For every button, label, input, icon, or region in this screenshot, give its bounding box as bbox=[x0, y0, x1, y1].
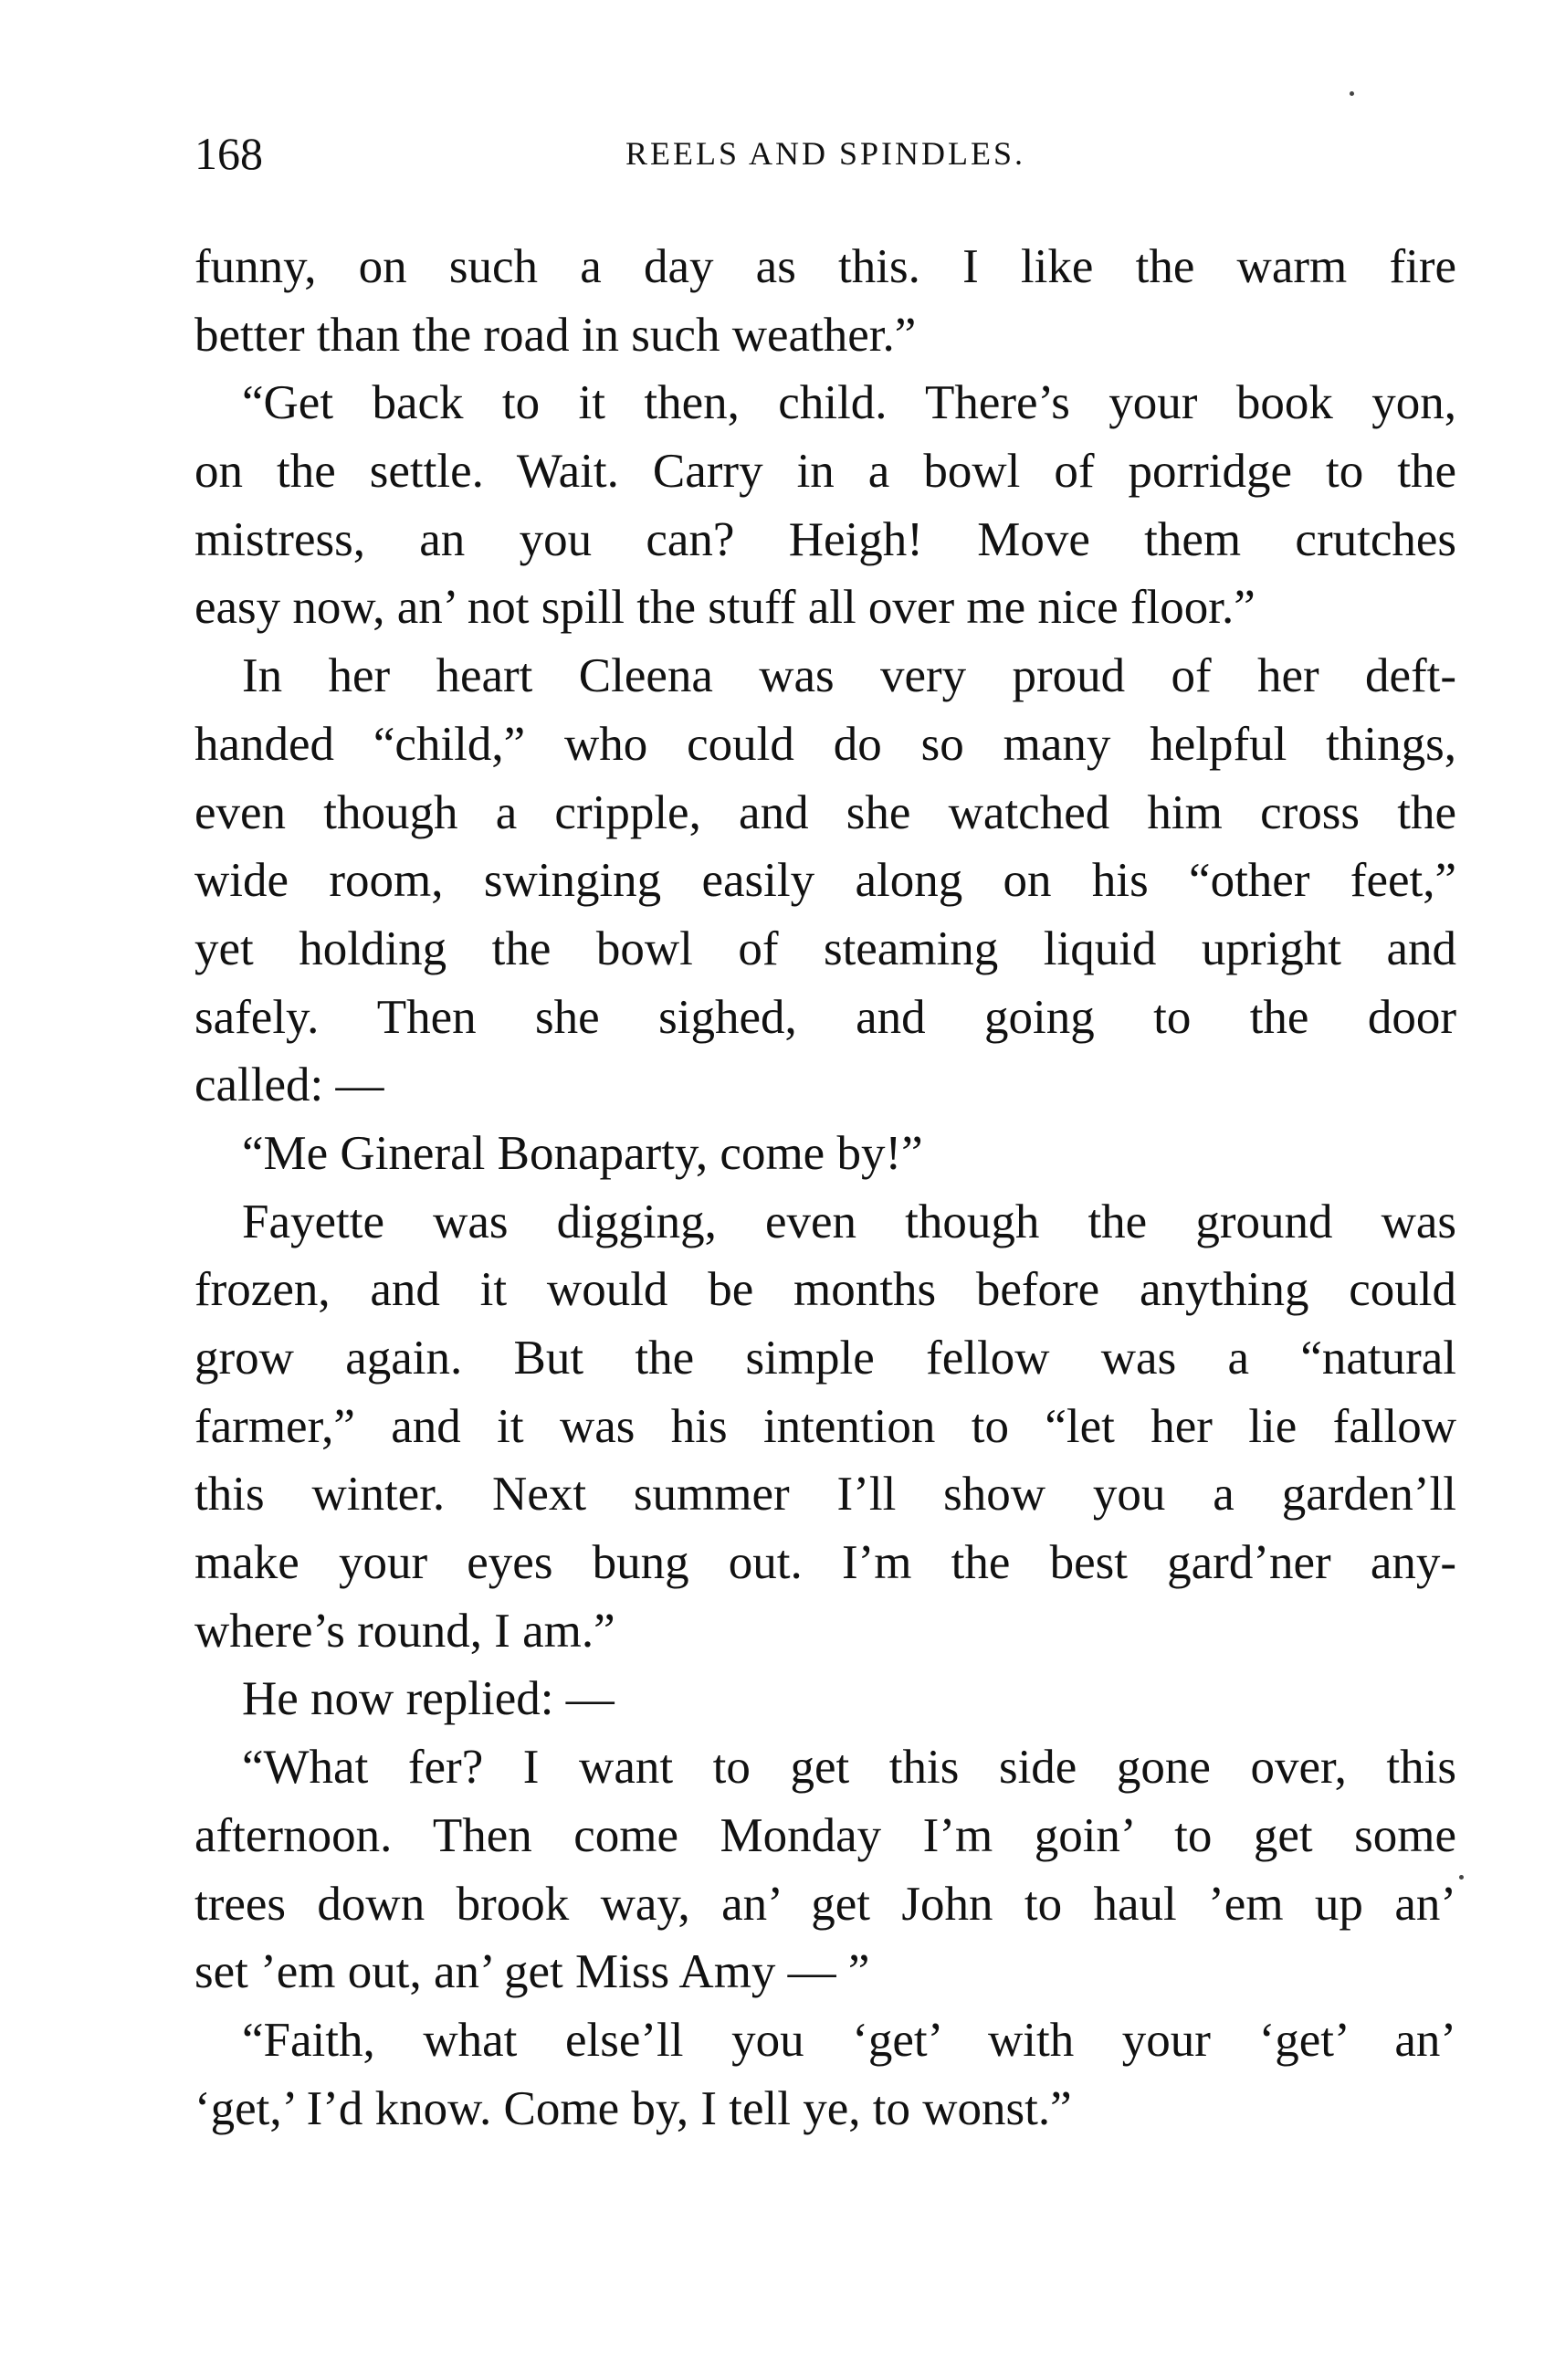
text-line: even though a cripple, and she watched him cross the bbox=[194, 785, 1456, 839]
body-text bbox=[194, 233, 1456, 2143]
text-line: mistress, an you can? Heigh! Move them crutches bbox=[194, 512, 1456, 566]
text-line: safely. Then she sighed, and going to the door bbox=[194, 990, 1456, 1044]
text-line: ‘get,’ I’d know. Come by, I tell ye, to wonst.” bbox=[194, 2081, 1072, 2135]
text-line: “Get back to it then, child. There’s your book yon, bbox=[242, 376, 1456, 430]
ink-speck bbox=[1459, 1875, 1464, 1880]
text-line: “What fer? I want to get this side gone over, this bbox=[242, 1741, 1456, 1795]
page-header bbox=[194, 126, 1456, 181]
text-line: better than the road in such weather.” bbox=[194, 308, 917, 362]
text-line: funny, on such a day as this. I like the warm fire bbox=[194, 240, 1456, 293]
text-line: on the settle. Wait. Carry in a bowl of porridge to the bbox=[194, 445, 1456, 499]
text-line: Fayette was digging, even though the ground was bbox=[242, 1195, 1456, 1248]
running-head: REELS AND SPINDLES. bbox=[625, 135, 1026, 172]
text-line: afternoon. Then come Monday I’m goin’ to get some bbox=[194, 1808, 1456, 1862]
text-line: make your eyes bung out. I’m the best gard’ner any- bbox=[194, 1536, 1456, 1590]
text-line: grow again. But the simple fellow was a “natural bbox=[194, 1332, 1456, 1385]
text-line: “Faith, what else’ll you ‘get’ with your ‘get’ an’ bbox=[242, 2013, 1456, 2067]
text-line: He now replied: — bbox=[242, 1672, 615, 1726]
text-line: easy now, an’ not spill the stuff all over me nice floor.” bbox=[194, 581, 1256, 635]
text-line: “Me Gineral Bonaparty, come by!” bbox=[242, 1126, 923, 1180]
text-line: yet holding the bowl of steaming liquid upright and bbox=[194, 921, 1456, 975]
text-line: wide room, swinging easily along on his “other feet,” bbox=[194, 854, 1456, 908]
text-line: where’s round, I am.” bbox=[194, 1604, 615, 1658]
text-line: called: — bbox=[194, 1058, 384, 1112]
text-line: trees down brook way, an’ get John to haul ’em up an’ bbox=[194, 1877, 1456, 1931]
ink-speck bbox=[1350, 91, 1354, 96]
page-number: 168 bbox=[194, 128, 263, 179]
text-line: set ’em out, an’ get Miss Amy — ” bbox=[194, 1945, 870, 1999]
text-line: farmer,” and it was his intention to “let her lie fallow bbox=[194, 1399, 1456, 1453]
text-line: frozen, and it would be months before anything could bbox=[194, 1263, 1456, 1317]
text-line: handed “child,” who could do so many helpful things, bbox=[194, 717, 1456, 771]
text-line: In her heart Cleena was very proud of her deft- bbox=[242, 649, 1456, 703]
text-line: this winter. Next summer I’ll show you a garden’ll bbox=[194, 1468, 1456, 1522]
